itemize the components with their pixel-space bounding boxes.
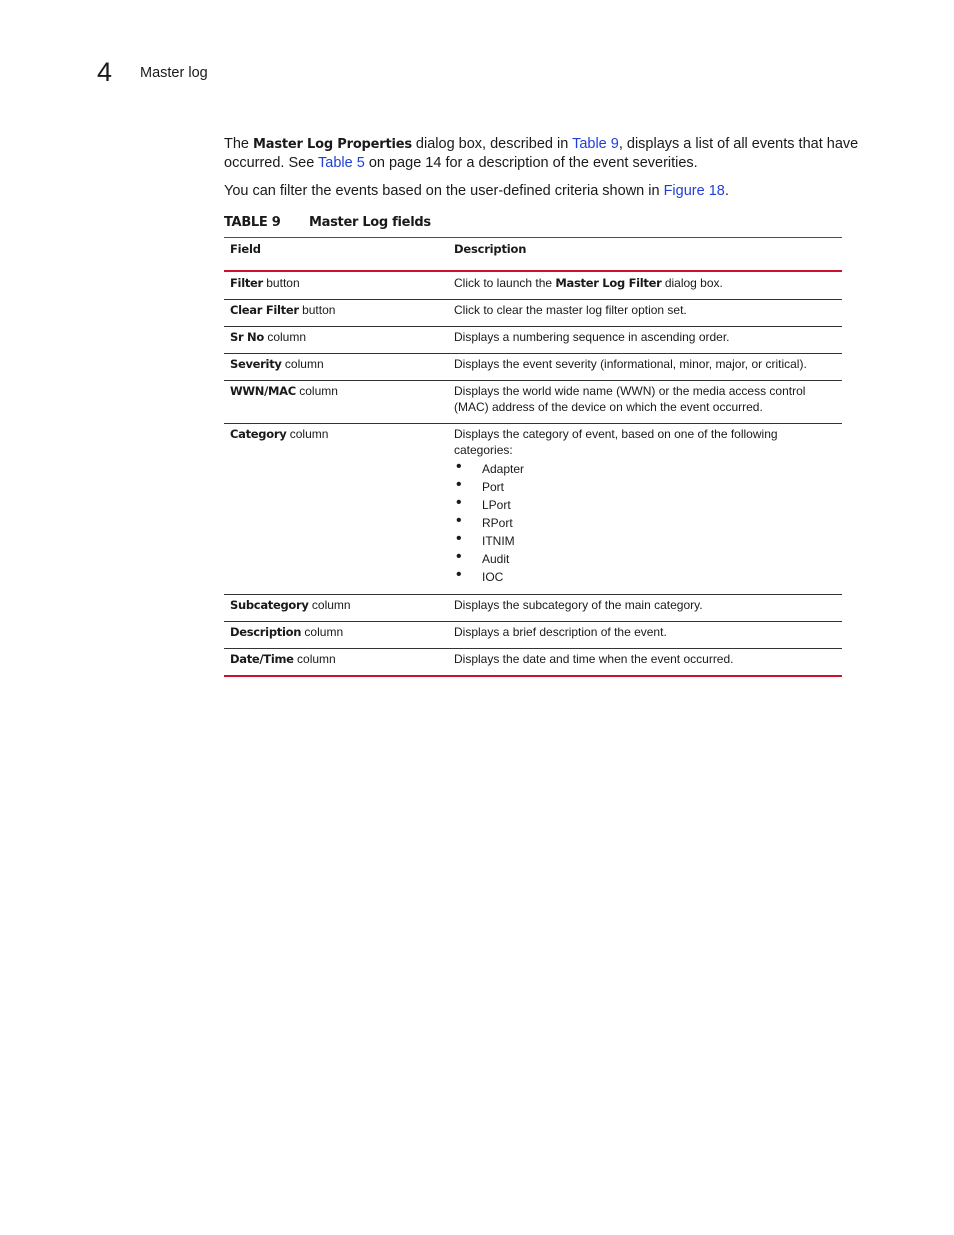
description-cell [448,424,842,595]
table-row [224,381,842,424]
field-cell [224,595,448,622]
description-cell: Click to clear the master log filter option set. [448,300,842,327]
text-run: You can filter the events based on the user-defined criteria shown in [224,183,664,199]
table-5-link[interactable]: Table 5 [318,155,365,171]
description-cell: Displays a brief description of the event. [448,622,842,649]
field-name: Filter [230,276,263,290]
table-header-row [224,238,842,272]
field-cell [224,354,448,381]
list-item: • RPort [454,514,836,532]
list-item: • Audit [454,550,836,568]
field-suffix: button [262,276,300,290]
table-row [224,424,842,595]
table-label: TABLE 9 [224,215,281,230]
list-item: • Adapter [454,460,836,478]
field-name: Severity [230,357,282,371]
field-cell [224,622,448,649]
intro-paragraph [224,135,864,173]
field-suffix: column [286,427,329,441]
field-suffix: column [281,357,324,371]
master-log-fields-table [224,237,842,677]
chapter-number: 4 [97,57,113,87]
field-suffix: button [298,303,336,317]
table-row [224,327,842,354]
text-run: on page 14 for a description of the event severities. [364,155,698,171]
text-run: dialog box. [661,276,723,290]
field-cell [224,424,448,595]
description-cell: Displays the event severity (informational, minor, major, or critical). [448,354,842,381]
field-suffix: column [308,598,351,612]
text-run: dialog box, described in [411,136,573,152]
field-suffix: column [295,384,338,398]
list-item: • LPort [454,496,836,514]
field-name: WWN/MAC [230,384,296,398]
description-cell [448,271,842,300]
field-suffix: column [263,330,307,344]
field-name: Clear Filter [230,303,299,317]
description-cell: Displays the subcategory of the main category. [448,595,842,622]
running-title: Master log [140,65,208,81]
field-name: Date/Time [230,652,294,666]
column-header-field: Field [224,238,448,272]
text-run: Click to launch the [454,276,556,290]
description-cell: Displays the date and time when the event occurred. [448,649,842,677]
figure-18-link[interactable]: Figure 18 [663,183,725,199]
text-run: . [724,183,729,199]
table-row [224,595,842,622]
description-cell: Displays a numbering sequence in ascending order. [448,327,842,354]
field-name: Sr No [230,330,264,344]
table-row [224,649,842,677]
list-item: • Port [454,478,836,496]
table-title: Master Log fields [309,215,431,230]
field-cell [224,649,448,677]
category-list [454,460,836,586]
table-row [224,300,842,327]
table-row [224,271,842,300]
field-suffix: column [293,652,336,666]
field-name: Description [230,625,302,639]
table-row [224,622,842,649]
field-suffix: column [301,625,344,639]
field-cell [224,271,448,300]
list-item: • ITNIM [454,532,836,550]
description-cell: Displays the world wide name (WWN) or the media access control (MAC) address of the device on which the event occurred. [448,381,842,424]
list-item: • IOC [454,568,836,586]
text-run: The [224,136,254,152]
table-row [224,354,842,381]
field-cell [224,300,448,327]
dialog-name: Master Log Filter [555,276,662,290]
field-name: Category [230,427,287,441]
field-cell [224,327,448,354]
filter-paragraph [224,182,864,201]
dialog-name: Master Log Properties [253,137,412,152]
category-intro: Displays the category of event, based on one of the following categories: [454,427,778,457]
table-caption [224,215,431,230]
text-run: , displays a list of all events that have occurred. See [224,136,859,171]
field-cell [224,381,448,424]
column-header-description: Description [448,238,842,272]
field-name: Subcategory [230,598,309,612]
table-9-link[interactable]: Table 9 [572,136,619,152]
